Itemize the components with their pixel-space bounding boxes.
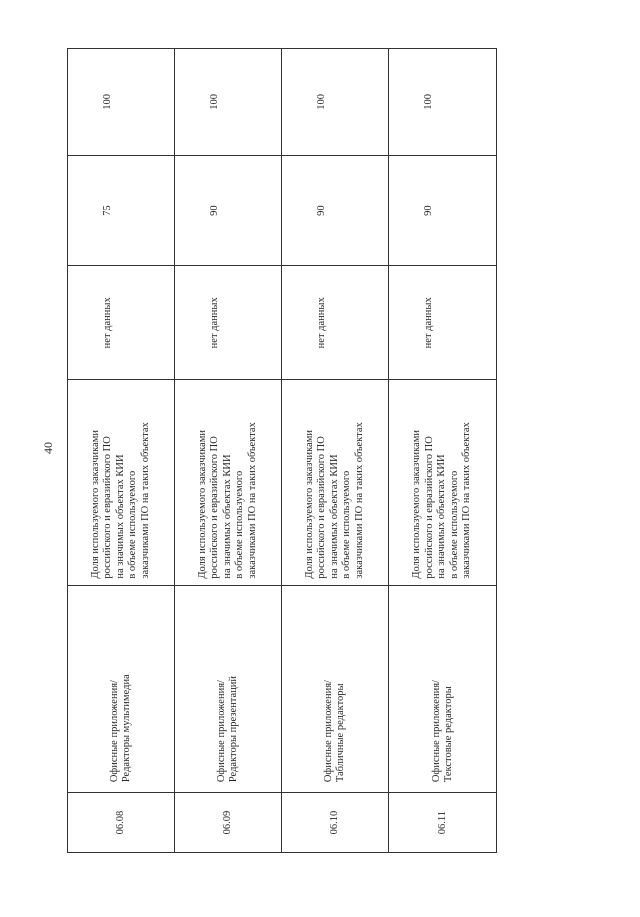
row-name-cell bbox=[282, 585, 388, 793]
row-name: Офисные приложения/ Текстовые редакторы bbox=[430, 680, 454, 783]
table-row bbox=[389, 49, 496, 852]
row-name: Офисные приложения/ Редакторы мультимедиа bbox=[109, 674, 132, 783]
table-row bbox=[68, 49, 175, 852]
row-name-cell bbox=[68, 585, 174, 793]
row-target-1-cell bbox=[282, 155, 388, 266]
row-target-1-value: 75 bbox=[102, 205, 113, 216]
row-code: 06.10 bbox=[329, 810, 340, 835]
row-base-value: нет данных bbox=[316, 297, 327, 349]
row-target-2-cell bbox=[389, 49, 496, 155]
row-target-1-value: 90 bbox=[209, 205, 220, 216]
row-indicator: Доля используемого заказчиками российского и евразийского ПО на значимых объектах КИИ в объеме используемого заказчиками ПО на таких объектах bbox=[303, 422, 365, 579]
row-target-2-value: 100 bbox=[423, 93, 434, 110]
row-indicator-cell bbox=[389, 379, 496, 585]
row-name-cell bbox=[175, 585, 281, 793]
table-container bbox=[67, 48, 497, 853]
row-code: 06.11 bbox=[436, 810, 448, 835]
row-base-cell bbox=[175, 265, 281, 379]
row-code: 06.09 bbox=[222, 810, 233, 835]
row-target-1-value: 90 bbox=[316, 205, 327, 216]
row-target-1-cell bbox=[68, 155, 174, 266]
row-target-2-value: 100 bbox=[102, 93, 113, 110]
row-code: 06.08 bbox=[115, 810, 126, 835]
row-name-cell bbox=[389, 585, 496, 793]
row-target-2-cell bbox=[282, 49, 388, 155]
row-code-cell bbox=[282, 792, 388, 852]
row-indicator: Доля используемого заказчиками российского и евразийского ПО на значимых объектах КИИ в объеме используемого заказчиками ПО на таких объектах bbox=[196, 422, 258, 579]
row-target-2-value: 100 bbox=[316, 93, 327, 110]
row-code-cell bbox=[389, 792, 496, 852]
row-target-1-cell bbox=[175, 155, 281, 266]
row-indicator: Доля используемого заказчиками российского и евразийского ПО на значимых объектах КИИ в объеме используемого заказчиками ПО на таких объектах bbox=[411, 422, 473, 579]
row-target-1-cell bbox=[389, 155, 496, 266]
row-target-2-value: 100 bbox=[209, 93, 220, 110]
row-base-value: нет данных bbox=[423, 297, 434, 349]
row-base-cell bbox=[68, 265, 174, 379]
row-indicator-cell bbox=[68, 379, 174, 585]
row-indicator-cell bbox=[282, 379, 388, 585]
indicators-table bbox=[67, 48, 497, 853]
row-base-cell bbox=[389, 265, 496, 379]
row-base-cell bbox=[282, 265, 388, 379]
row-name: Офисные приложения/ Табличные редакторы bbox=[323, 680, 346, 783]
row-code-cell bbox=[68, 792, 174, 852]
row-name: Офисные приложения/ Редакторы презентаций bbox=[216, 676, 239, 783]
row-target-2-cell bbox=[68, 49, 174, 155]
row-base-value: нет данных bbox=[102, 297, 113, 349]
table-row bbox=[282, 49, 389, 852]
row-base-value: нет данных bbox=[209, 297, 220, 349]
row-target-1-value: 90 bbox=[423, 205, 434, 216]
row-target-2-cell bbox=[175, 49, 281, 155]
row-code-cell bbox=[175, 792, 281, 852]
row-indicator: Доля используемого заказчиками российского и евразийского ПО на значимых объектах КИИ в объеме используемого заказчиками ПО на таких объектах bbox=[89, 422, 151, 579]
page-number-text: 40 bbox=[40, 442, 55, 454]
table-row bbox=[175, 49, 282, 852]
page-number bbox=[38, 438, 58, 458]
row-indicator-cell bbox=[175, 379, 281, 585]
